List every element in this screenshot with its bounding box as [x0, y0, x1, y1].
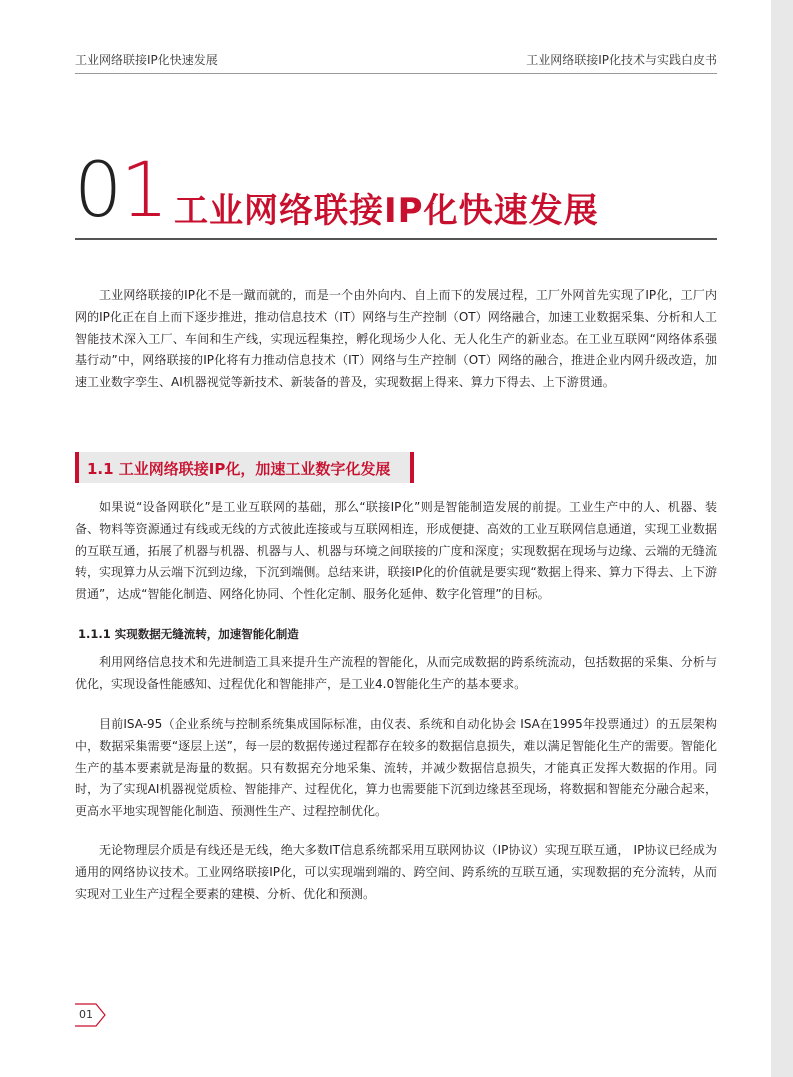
running-header-right: 工业网络联接IP化技术与实践白皮书 [526, 53, 717, 67]
subsection-title: 1.1.1 实现数据无缝流转，加速智能化制造 [78, 627, 299, 641]
intro-paragraph: 工业网络联接的IP化不是一蹴而就的，而是一个由外向内、自上而下的发展过程，工厂外网首先实现了IP化，工厂内网的IP化正在自上而下逐步推进，推动信息技术（IT）网络与生产控制（OT）网络融合，加速工业数据采集、分析和人工智能技术深入工厂、车间和生产线，实现远程集控，孵化现场少人化、无人化生产的新业态。在工业互联网“网络体系强基行动”中，网络联接的IP化将有力推动信息技术（IT）网络与生产控制（OT）网络的融合，推进企业内网升级改造，加速工业数字孪生、AI机器视觉等新技术、新装备的普及，实现数据上得来、算力下得去、上下游贯通。 [75, 288, 717, 390]
section-title: 1.1 工业网络联接IP化，加速工业数字化发展 [87, 460, 391, 478]
running-header-left: 工业网络联接IP化快速发展 [75, 53, 218, 67]
page-number-badge [74, 1003, 106, 1027]
chapter-number [74, 145, 167, 234]
chapter-number-digit-2: 1 [120, 145, 167, 234]
page-edge-strip [771, 0, 793, 1077]
chapter-title: 工业网络联接IP化快速发展 [174, 191, 599, 231]
section-bar-left [75, 452, 79, 483]
subsection-paragraph-1: 利用网络信息技术和先进制造工具来提升生产流程的智能化，从而完成数据的跨系统流动，包括数据的采集、分析与优化，实现设备性能感知、过程优化和智能排产，是工业4.0智能化生产的基本要求。 [75, 655, 717, 691]
section-heading-box [75, 452, 414, 483]
header-rule [75, 73, 717, 74]
page-number: 01 [79, 1008, 93, 1021]
subsection-paragraph-2: 目前ISA-95（企业系统与控制系统集成国际标准，由仪表、系统和自动化协会 ISA在1995年投票通过）的五层架构中，数据采集需要“逐层上送”，每一层的数据传递过程都存在较多的数据信息损失，难以满足智能化生产的需要。智能化生产的基本要素就是海量的数据。只有数据充分地采集、流转，并减少数据信息损失，才能真正发挥大数据的作用。同时，为了实现AI机器视觉质检、智能排产、过程优化，算力也需要能下沉到边缘甚至现场，将数据和智能充分融合起来，更高水平地实现智能化制造、预测性生产、过程控制优化。 [75, 717, 717, 819]
chapter-rule [75, 238, 717, 240]
subsection-paragraph-3: 无论物理层介质是有线还是无线，绝大多数IT信息系统都采用互联网协议（IP协议）实现互联互通， IP协议已经成为通用的网络协议技术。工业网络联接IP化，可以实现端到端的、跨空间、跨系统的互联互通，实现数据的充分流转，从而实现对工业生产过程全要素的建模、分析、优化和预测。 [75, 843, 717, 901]
section-bar-right [410, 452, 414, 483]
section-paragraph: 如果说“设备网联化”是工业互联网的基础，那么“联接IP化”则是智能制造发展的前提。工业生产中的人、机器、装备、物料等资源通过有线或无线的方式彼此连接或与互联网相连，形成便捷、高效的工业互联网信息通道，实现工业数据的互联互通，拓展了机器与机器、机器与人、机器与环境之间联接的广度和深度；实现数据在现场与边缘、云端的无缝流转，实现算力从云端下沉到边缘，下沉到端侧。总结来讲，联接IP化的价值就是要实现“数据上得来、算力下得去、上下游贯通”，达成“智能化制造、网络化协同、个性化定制、服务化延伸、数字化管理”的目标。 [75, 500, 717, 602]
chapter-number-digit-1: 0 [74, 145, 121, 234]
